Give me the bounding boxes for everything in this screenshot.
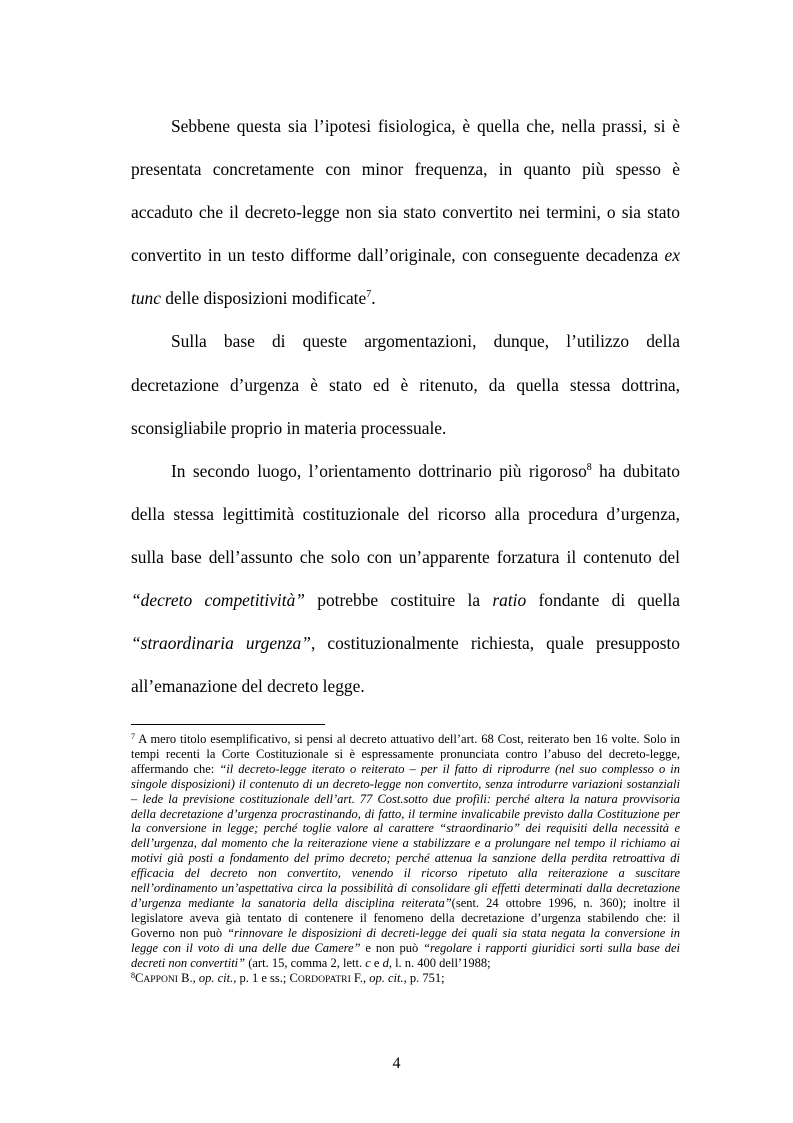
footnote-number: 8 <box>131 970 135 980</box>
author-capponi <box>135 971 178 985</box>
text-run: , l. n. 400 dell’1988; <box>388 955 491 970</box>
footnotes <box>131 732 680 987</box>
small-caps-initial: C <box>135 970 144 985</box>
paragraph-2 <box>131 320 680 449</box>
text-run: potrebbe costituire la <box>304 590 493 611</box>
text-run: Sebbene questa sia l’ipotesi fisiologica, è quella che, nella prassi, si è presentata concretamente con minor frequenza, in quanto più spesso è accaduto che il decreto-legge non sia stato convertito nei termini, o sia stato convertito in un testo difforme dall’originale, con conseguente decadenza <box>131 116 680 266</box>
italic-run: op. cit. <box>198 970 234 985</box>
text-run: ha dubitato della stessa legittimità costituzionale del ricorso alla procedura d’urgenza, sulla base dell’assunto che solo con un’apparente forzatura il contenuto del <box>131 460 680 567</box>
footnote-separator <box>131 724 325 725</box>
italic-run: “decreto competitività” <box>131 590 305 611</box>
text-run: e non può <box>360 940 424 955</box>
main-text <box>131 105 680 708</box>
text-run: . <box>371 288 376 309</box>
italic-run: “il decreto-legge iterato o reiterato – per il fatto di riprodurre (nel suo complesso o in singole disposizioni) il contenuto di un decreto-legge non convertito, senza introdurre variazioni sostanziali – lede la previsione costituzionale dell’art. 77 Cost.sotto due profili: perché altera la natura provvisoria della decretazione d’urgenza procrastinando, di fatto, il termine invalicabile previsto dalla Costituzione per la conversione in legge; perché toglie valore al carattere “straordinario” dei requisiti della necessità e dell’urgenza, dal momento che la reiterazione viene a stabilizzare e a prolungare nel tempo il richiamo ai motivi già posti a fondamento del primo decreto; perché attenua la sanzione della perdita retroattiva di efficacia del decreto non convertito, venendo il ricorso ripetuto alla reiterazione a suscitare nell’ordinamento un’aspettativa circa la possibilità di consolidare gli effetti determinati dalla decretazione d’urgenza mediante la sanatoria della disciplina reiterata” <box>131 761 681 910</box>
small-caps-initial: C <box>289 970 298 985</box>
text-run: B., <box>178 970 199 985</box>
footnote-number: 7 <box>131 732 135 741</box>
text-run: Sulla base di queste argomentazioni, dunque, l’utilizzo della decretazione d’urgenza è stato ed è ritenuto, da quella stessa dottrina, sconsigliabile proprio in materia processuale. <box>131 331 680 438</box>
text-run: fondante di quella <box>526 590 681 611</box>
italic-run: ex tunc <box>131 245 680 309</box>
small-caps-rest: ORDOPATRI <box>297 973 351 985</box>
text-run: , p. 1 e ss.; <box>233 970 290 985</box>
paragraph-1 <box>131 105 680 320</box>
page-number: 4 <box>392 1055 401 1072</box>
footnote-ref-8[interactable]: 8 <box>586 461 592 473</box>
text-run: e <box>370 955 383 970</box>
text-run: (sent. 24 ottobre 1996, n. 360); inoltre il legislatore aveva già tentato di contenere il fenomeno della decretazione d’urgenza stabilendo che: il Governo non può <box>131 895 680 940</box>
text-run: F., <box>350 970 370 985</box>
author-cordopatri <box>289 971 350 985</box>
text-run: delle disposizioni modificate <box>160 288 367 309</box>
small-caps-rest: APPONI <box>143 973 178 985</box>
footnote-8 <box>131 971 680 988</box>
footnote-7 <box>131 732 680 971</box>
text-run: , costituzionalmente richiesta, quale presupposto all’emanazione del decreto legge. <box>131 633 680 697</box>
italic-run: ratio <box>492 590 527 611</box>
text-run: A mero titolo esemplificativo, si pensi al decreto attuativo dell’art. 68 Cost, reiterato ben 16 volte. Solo in tempi recenti la Corte Costituzionale si è espressamente pronunciata contro l’abuso del decreto-legge, affermando che: <box>131 732 680 776</box>
italic-run: op. cit. <box>369 970 404 985</box>
italic-run: “rinnovare le disposizioni di decreti-legge dei quali sia stata negata la conversione in legge con il voto di una delle due Camere” <box>131 925 680 955</box>
italic-run: d <box>382 955 389 970</box>
footnote-ref-7[interactable]: 7 <box>366 289 372 301</box>
text-run: , p. 751; <box>403 970 445 985</box>
paragraph-3 <box>131 450 680 709</box>
text-run: In secondo luogo, l’orientamento dottrinario più rigoroso <box>171 460 587 481</box>
italic-run: “straordinaria urgenza” <box>131 633 311 654</box>
italic-run: “regolare i rapporti giuridici sorti sulla base dei decreti non convertiti” <box>131 940 680 970</box>
text-run: (art. 15, comma 2, lett. <box>245 955 366 970</box>
italic-run: c <box>365 955 371 970</box>
